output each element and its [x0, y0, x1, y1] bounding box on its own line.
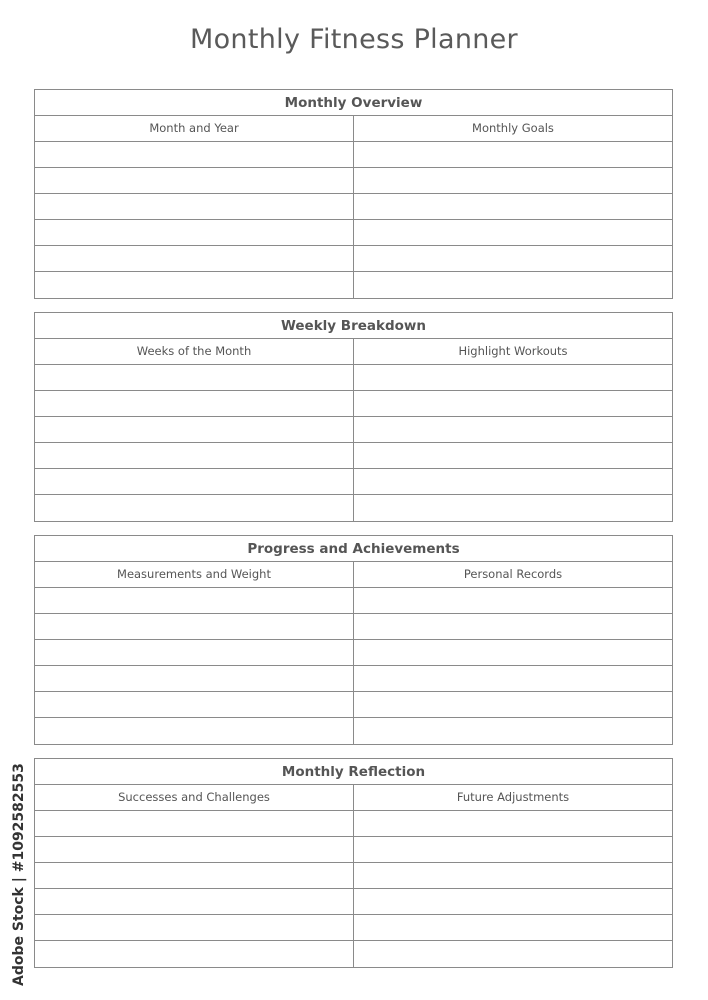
- entry-cell-left[interactable]: [35, 837, 354, 862]
- entry-cell-left[interactable]: [35, 142, 354, 167]
- entry-cell-right[interactable]: [354, 614, 672, 639]
- entry-cell-right[interactable]: [354, 811, 672, 836]
- entry-row: [35, 588, 672, 614]
- column-header-right: Highlight Workouts: [458, 344, 568, 358]
- entry-cell-left[interactable]: [35, 391, 354, 416]
- entry-cell-right[interactable]: [354, 246, 672, 271]
- entry-cell-left[interactable]: [35, 246, 354, 271]
- section-progress-achievements: [34, 535, 673, 745]
- entry-row: [35, 365, 672, 391]
- entry-row: [35, 811, 672, 837]
- section-title: Monthly Overview: [35, 90, 672, 116]
- entry-row: [35, 640, 672, 666]
- section-title: Progress and Achievements: [35, 536, 672, 562]
- entry-row: [35, 417, 672, 443]
- entry-row: [35, 666, 672, 692]
- entry-cell-left[interactable]: [35, 640, 354, 665]
- header-row: [35, 339, 672, 365]
- section-monthly-overview: [34, 89, 673, 299]
- entry-row: [35, 837, 672, 863]
- column-header-right: Monthly Goals: [472, 121, 554, 135]
- entry-row: [35, 469, 672, 495]
- entry-row: [35, 194, 672, 220]
- entry-cell-right[interactable]: [354, 168, 672, 193]
- entry-cell-left[interactable]: [35, 718, 354, 744]
- entry-cell-left[interactable]: [35, 941, 354, 967]
- entry-cell-left[interactable]: [35, 666, 354, 691]
- entry-cell-right[interactable]: [354, 666, 672, 691]
- entry-cell-left[interactable]: [35, 692, 354, 717]
- entry-cell-left[interactable]: [35, 495, 354, 521]
- section-title: Monthly Reflection: [35, 759, 672, 785]
- entry-cell-right[interactable]: [354, 863, 672, 888]
- column-header-left: Measurements and Weight: [35, 562, 354, 587]
- entry-cell-right[interactable]: [354, 718, 672, 744]
- entry-row: [35, 391, 672, 417]
- entry-cell-right[interactable]: [354, 889, 672, 914]
- entry-cell-right[interactable]: [354, 588, 672, 613]
- entry-cell-right[interactable]: [354, 837, 672, 862]
- entry-cell-left[interactable]: [35, 272, 354, 298]
- section-monthly-reflection: [34, 758, 673, 968]
- entry-cell-right[interactable]: [354, 443, 672, 468]
- entry-row: [35, 889, 672, 915]
- header-row: [35, 785, 672, 811]
- column-header-left: Successes and Challenges: [35, 785, 354, 810]
- entry-row: [35, 614, 672, 640]
- entry-cell-left[interactable]: [35, 915, 354, 940]
- entry-cell-right[interactable]: [354, 272, 672, 298]
- column-header-right: Personal Records: [463, 567, 563, 581]
- entry-cell-left[interactable]: [35, 365, 354, 390]
- entry-row: [35, 941, 672, 967]
- entry-row: [35, 168, 672, 194]
- entry-row: [35, 272, 672, 298]
- entry-cell-right[interactable]: [354, 220, 672, 245]
- section-title: Weekly Breakdown: [35, 313, 672, 339]
- entry-row: [35, 692, 672, 718]
- section-weekly-breakdown: [34, 312, 673, 522]
- stock-watermark: [9, 726, 29, 986]
- entry-row: [35, 443, 672, 469]
- entry-row: [35, 246, 672, 272]
- entry-cell-right[interactable]: [354, 941, 672, 967]
- entry-row: [35, 495, 672, 521]
- entry-cell-left[interactable]: [35, 469, 354, 494]
- entry-cell-right[interactable]: [354, 692, 672, 717]
- entry-cell-left[interactable]: [35, 811, 354, 836]
- entry-row: [35, 142, 672, 168]
- column-header-right: Future Adjustments: [456, 790, 570, 804]
- entry-row: [35, 718, 672, 744]
- column-header-left: Weeks of the Month: [35, 339, 354, 364]
- entry-cell-left[interactable]: [35, 194, 354, 219]
- entry-cell-left[interactable]: [35, 168, 354, 193]
- entry-row: [35, 863, 672, 889]
- entry-cell-left[interactable]: [35, 220, 354, 245]
- page-title: Monthly Fitness Planner: [190, 24, 518, 55]
- entry-cell-left[interactable]: [35, 889, 354, 914]
- entry-cell-left[interactable]: [35, 417, 354, 442]
- entry-cell-right[interactable]: [354, 365, 672, 390]
- entry-cell-left[interactable]: [35, 588, 354, 613]
- column-header-left: Month and Year: [35, 116, 354, 141]
- entry-cell-right[interactable]: [354, 640, 672, 665]
- entry-cell-right[interactable]: [354, 417, 672, 442]
- entry-row: [35, 220, 672, 246]
- entry-cell-right[interactable]: [354, 469, 672, 494]
- header-row: [35, 562, 672, 588]
- entry-cell-left[interactable]: [35, 614, 354, 639]
- entry-cell-right[interactable]: [354, 142, 672, 167]
- entry-row: [35, 915, 672, 941]
- entry-cell-right[interactable]: [354, 391, 672, 416]
- entry-cell-right[interactable]: [354, 915, 672, 940]
- entry-cell-right[interactable]: [354, 495, 672, 521]
- header-row: [35, 116, 672, 142]
- entry-cell-left[interactable]: [35, 863, 354, 888]
- entry-cell-right[interactable]: [354, 194, 672, 219]
- entry-cell-left[interactable]: [35, 443, 354, 468]
- watermark-text: Adobe Stock | #1092582553: [11, 763, 27, 986]
